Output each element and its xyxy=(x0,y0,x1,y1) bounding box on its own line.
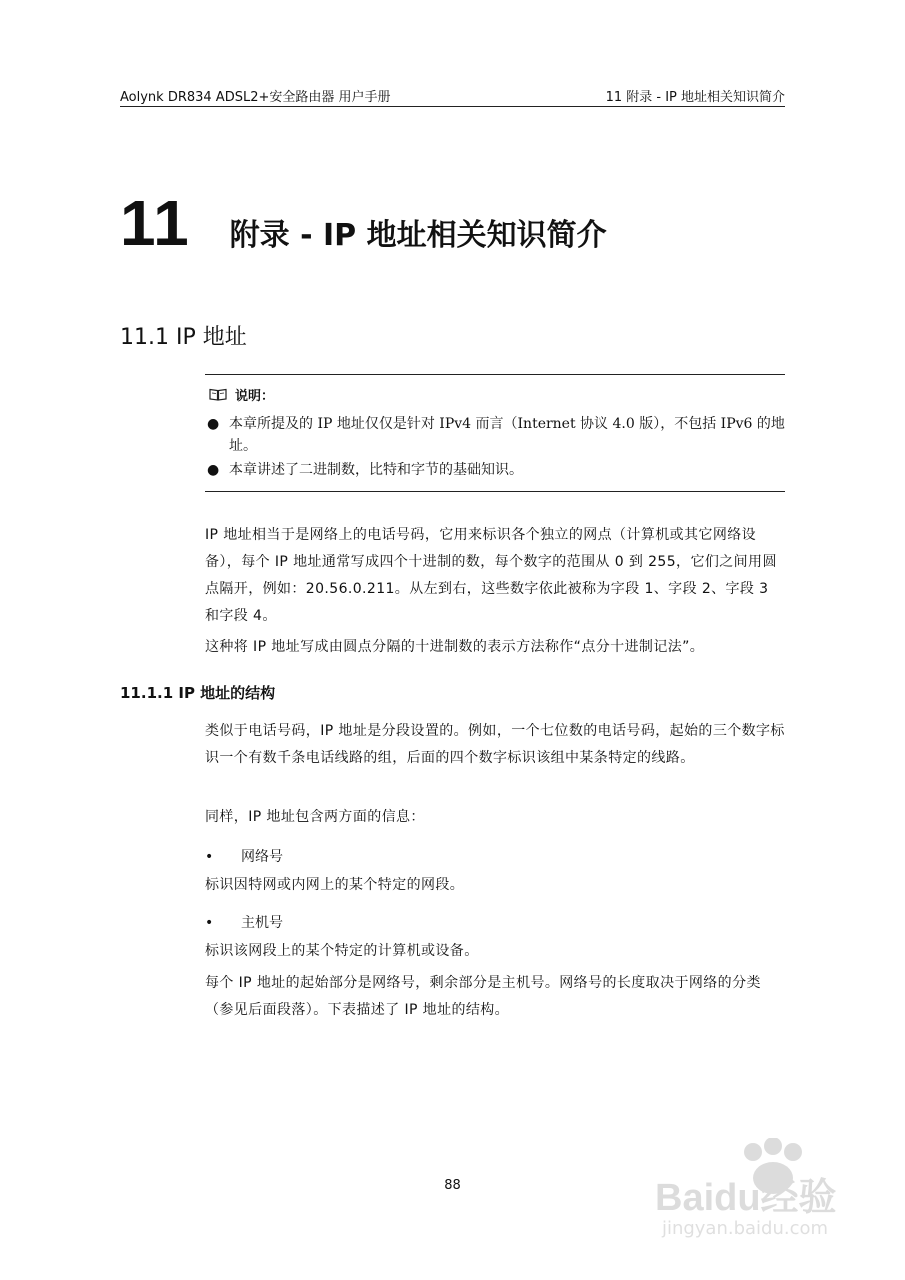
bullet-dot: ● xyxy=(207,462,220,478)
paw-icon xyxy=(645,1138,845,1218)
section-title: 11.1 IP 地址 xyxy=(120,325,247,350)
running-header xyxy=(120,86,785,105)
paragraph: 类似于电话号码，IP 地址是分段设置的。例如，一个七位数的电话号码，起始的三个数字标识一个有数千条电话线路的组，后面的四个数字标识该组中某条特定的线路。 xyxy=(205,723,785,766)
paragraph: 标识该网段上的某个特定的计算机或设备。 xyxy=(205,943,479,959)
list-item xyxy=(205,912,283,932)
subsection-title: 11.1.1 IP 地址的结构 xyxy=(120,684,276,702)
paragraph: 同样，IP 地址包含两方面的信息： xyxy=(205,809,425,825)
note-heading-label: 说明： xyxy=(235,389,275,404)
note-heading xyxy=(209,385,274,404)
note-item xyxy=(207,413,785,457)
note-box xyxy=(205,374,785,492)
paragraph: 标识因特网或内网上的某个特定的网段。 xyxy=(205,877,465,893)
list-item-label: 网络号 xyxy=(241,849,283,865)
watermark-logo: Baidu经验 xyxy=(655,1177,837,1218)
note-item-text: 本章讲述了二进制数，比特和字节的基础知识。 xyxy=(229,462,523,478)
paragraph: 这种将 IP 地址写成由圆点分隔的十进制数的表示方法称作“点分十进制记法”。 xyxy=(205,639,705,655)
chapter-heading xyxy=(120,186,607,260)
chapter-title: 附录 - IP 地址相关知识简介 xyxy=(229,218,607,253)
book-icon xyxy=(209,388,227,401)
paragraph: IP 地址相当于是网络上的电话号码，它用来标识各个独立的网点（计算机或其它网络设备），每个 IP 地址通常写成四个十进制的数，每个数字的范围从 0 到 255，它们之间用圆点隔开，例如：20.56.0.211。从左到右，这些数字依此被称为字段 1、字段 2、字段 3 和字段 4。 xyxy=(205,527,777,624)
bullet-dot: • xyxy=(205,849,214,865)
note-item xyxy=(207,459,785,481)
bullet-dot: • xyxy=(205,915,214,931)
watermark-url: jingyan.baidu.com xyxy=(661,1218,829,1239)
list-item xyxy=(205,846,283,866)
header-rule xyxy=(120,106,785,107)
header-right: 11 附录 - IP 地址相关知识简介 xyxy=(605,90,785,105)
chapter-number: 11 xyxy=(120,187,190,259)
paragraph: 每个 IP 地址的起始部分是网络号，剩余部分是主机号。网络号的长度取决于网络的分类（参见后面段落）。下表描述了 IP 地址的结构。 xyxy=(205,975,761,1018)
bullet-dot: ● xyxy=(207,416,220,432)
header-left: Aolynk DR834 ADSL2+安全路由器 用户手册 xyxy=(120,90,391,105)
list-item-label: 主机号 xyxy=(241,915,283,931)
note-item-text: 本章所提及的 IP 地址仅仅是针对 IPv4 而言（Internet 协议 4.0 版），不包括 IPv6 的地址。 xyxy=(229,416,785,454)
watermark xyxy=(645,1138,845,1258)
page-number: 88 xyxy=(444,1178,461,1193)
